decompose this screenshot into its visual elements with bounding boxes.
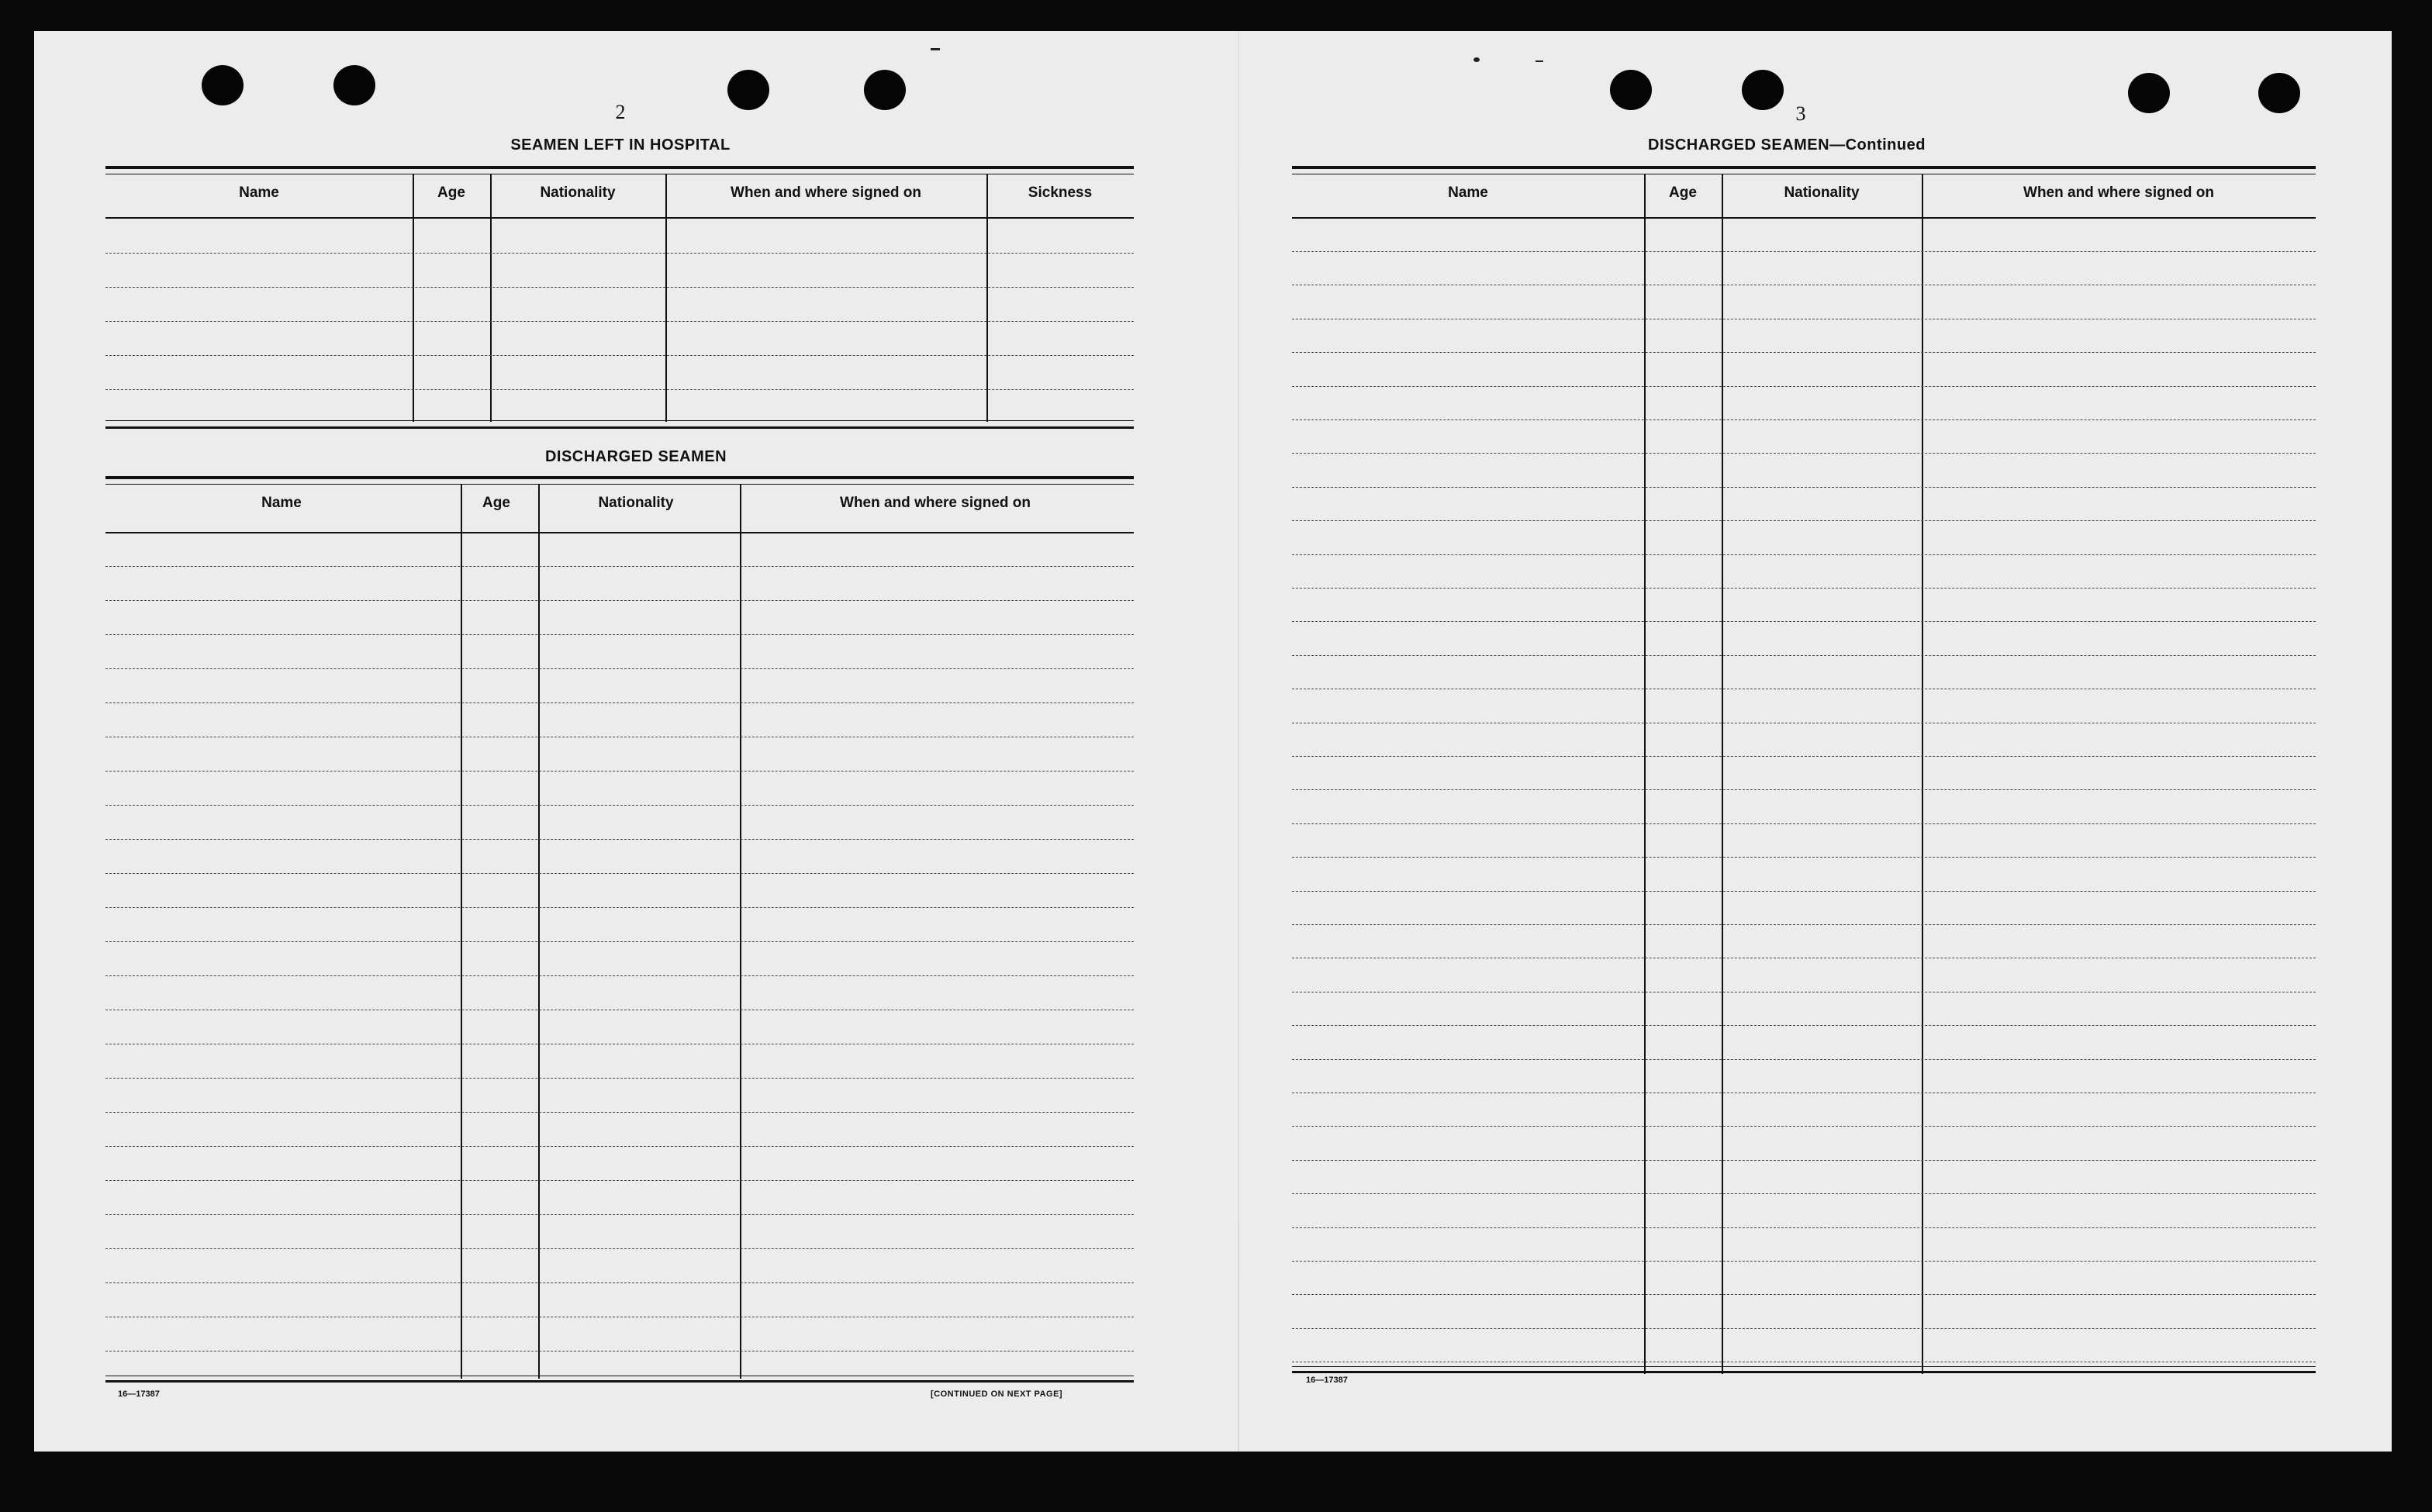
discharged-title: DISCHARGED SEAMEN [544,448,727,465]
discharged-table-left [105,476,1134,1383]
col-header-age: Age [437,185,465,201]
ruled-line [105,1146,1134,1147]
ruled-line [1292,419,2316,420]
ruled-line [1292,789,2316,790]
ruled-line [1292,924,2316,925]
ruled-line [105,1214,1134,1215]
ruled-line [1292,1294,2316,1295]
continued-note: [CONTINUED ON NEXT PAGE] [931,1389,1063,1399]
ruled-line [105,839,1134,840]
punch-hole [727,70,769,110]
punch-hole [864,70,906,110]
col-header-nationality: Nationality [540,185,616,201]
punch-hole [2128,73,2170,113]
ruled-line [105,805,1134,806]
form-code-left: 16—17387 [118,1389,160,1399]
ruled-line [1292,1261,2316,1262]
ruled-line [1292,655,2316,656]
ruled-line [1292,756,2316,757]
ruled-line [105,1112,1134,1113]
discharged-continued-title: DISCHARGED SEAMEN—Continued [1648,136,1926,154]
col-header-nationality: Nationality [598,495,674,511]
ruled-line [105,907,1134,908]
ruled-line [1292,857,2316,858]
ruled-line [105,702,1134,703]
col-header-nationality: Nationality [1784,185,1860,201]
ruled-line [1292,823,2316,824]
ruled-line [105,600,1134,601]
col-header-signed-on: When and where signed on [731,185,921,201]
punch-hole [2258,73,2300,113]
ruled-line [1292,891,2316,892]
ruled-line [1292,1160,2316,1161]
ruled-line [1292,1126,2316,1127]
col-header-name: Name [239,185,279,201]
ruled-line [105,1180,1134,1181]
ruled-line [1292,1193,2316,1194]
discharged-table-right [1292,166,2316,1374]
ruled-line [1292,621,2316,622]
ruled-line [105,941,1134,942]
ruled-line [105,1078,1134,1079]
col-header-name: Name [1448,185,1488,201]
col-header-age: Age [1669,185,1697,201]
ruled-line [1292,1025,2316,1026]
ruled-line [1292,386,2316,387]
ruled-line [105,1248,1134,1249]
ruled-line [105,634,1134,635]
ruled-line [105,668,1134,669]
ruled-line [1292,453,2316,454]
page-fold [1238,31,1239,1452]
speck [931,48,940,50]
ruled-line [1292,352,2316,353]
ruled-line [105,771,1134,772]
ruled-line [1292,1328,2316,1329]
speck [1536,60,1543,62]
hospital-table [105,166,1134,430]
page-number-right: 3 [1795,102,1806,125]
ruled-line [105,566,1134,567]
col-header-age: Age [482,495,510,511]
ruled-line [105,873,1134,874]
ruled-line [1292,520,2316,521]
col-header-signed-on: When and where signed on [2023,185,2214,201]
ruled-line [1292,554,2316,555]
ruled-line [1292,1059,2316,1060]
form-code-right: 16—17387 [1306,1376,1348,1385]
punch-hole [1610,70,1652,110]
ruled-line [1292,487,2316,488]
col-header-signed-on: When and where signed on [840,495,1031,511]
ruled-line [1292,251,2316,252]
ruled-line [1292,588,2316,589]
ruled-line [1292,1227,2316,1228]
speck [1473,57,1480,62]
ruled-line [105,1282,1134,1283]
ruled-line [105,975,1134,976]
hospital-title: SEAMEN LEFT IN HOSPITAL [510,136,731,154]
page-number-left: 2 [615,101,626,123]
punch-hole [333,65,375,105]
col-header-name: Name [261,495,302,511]
punch-hole [202,65,244,105]
col-header-sickness: Sickness [1028,185,1093,201]
